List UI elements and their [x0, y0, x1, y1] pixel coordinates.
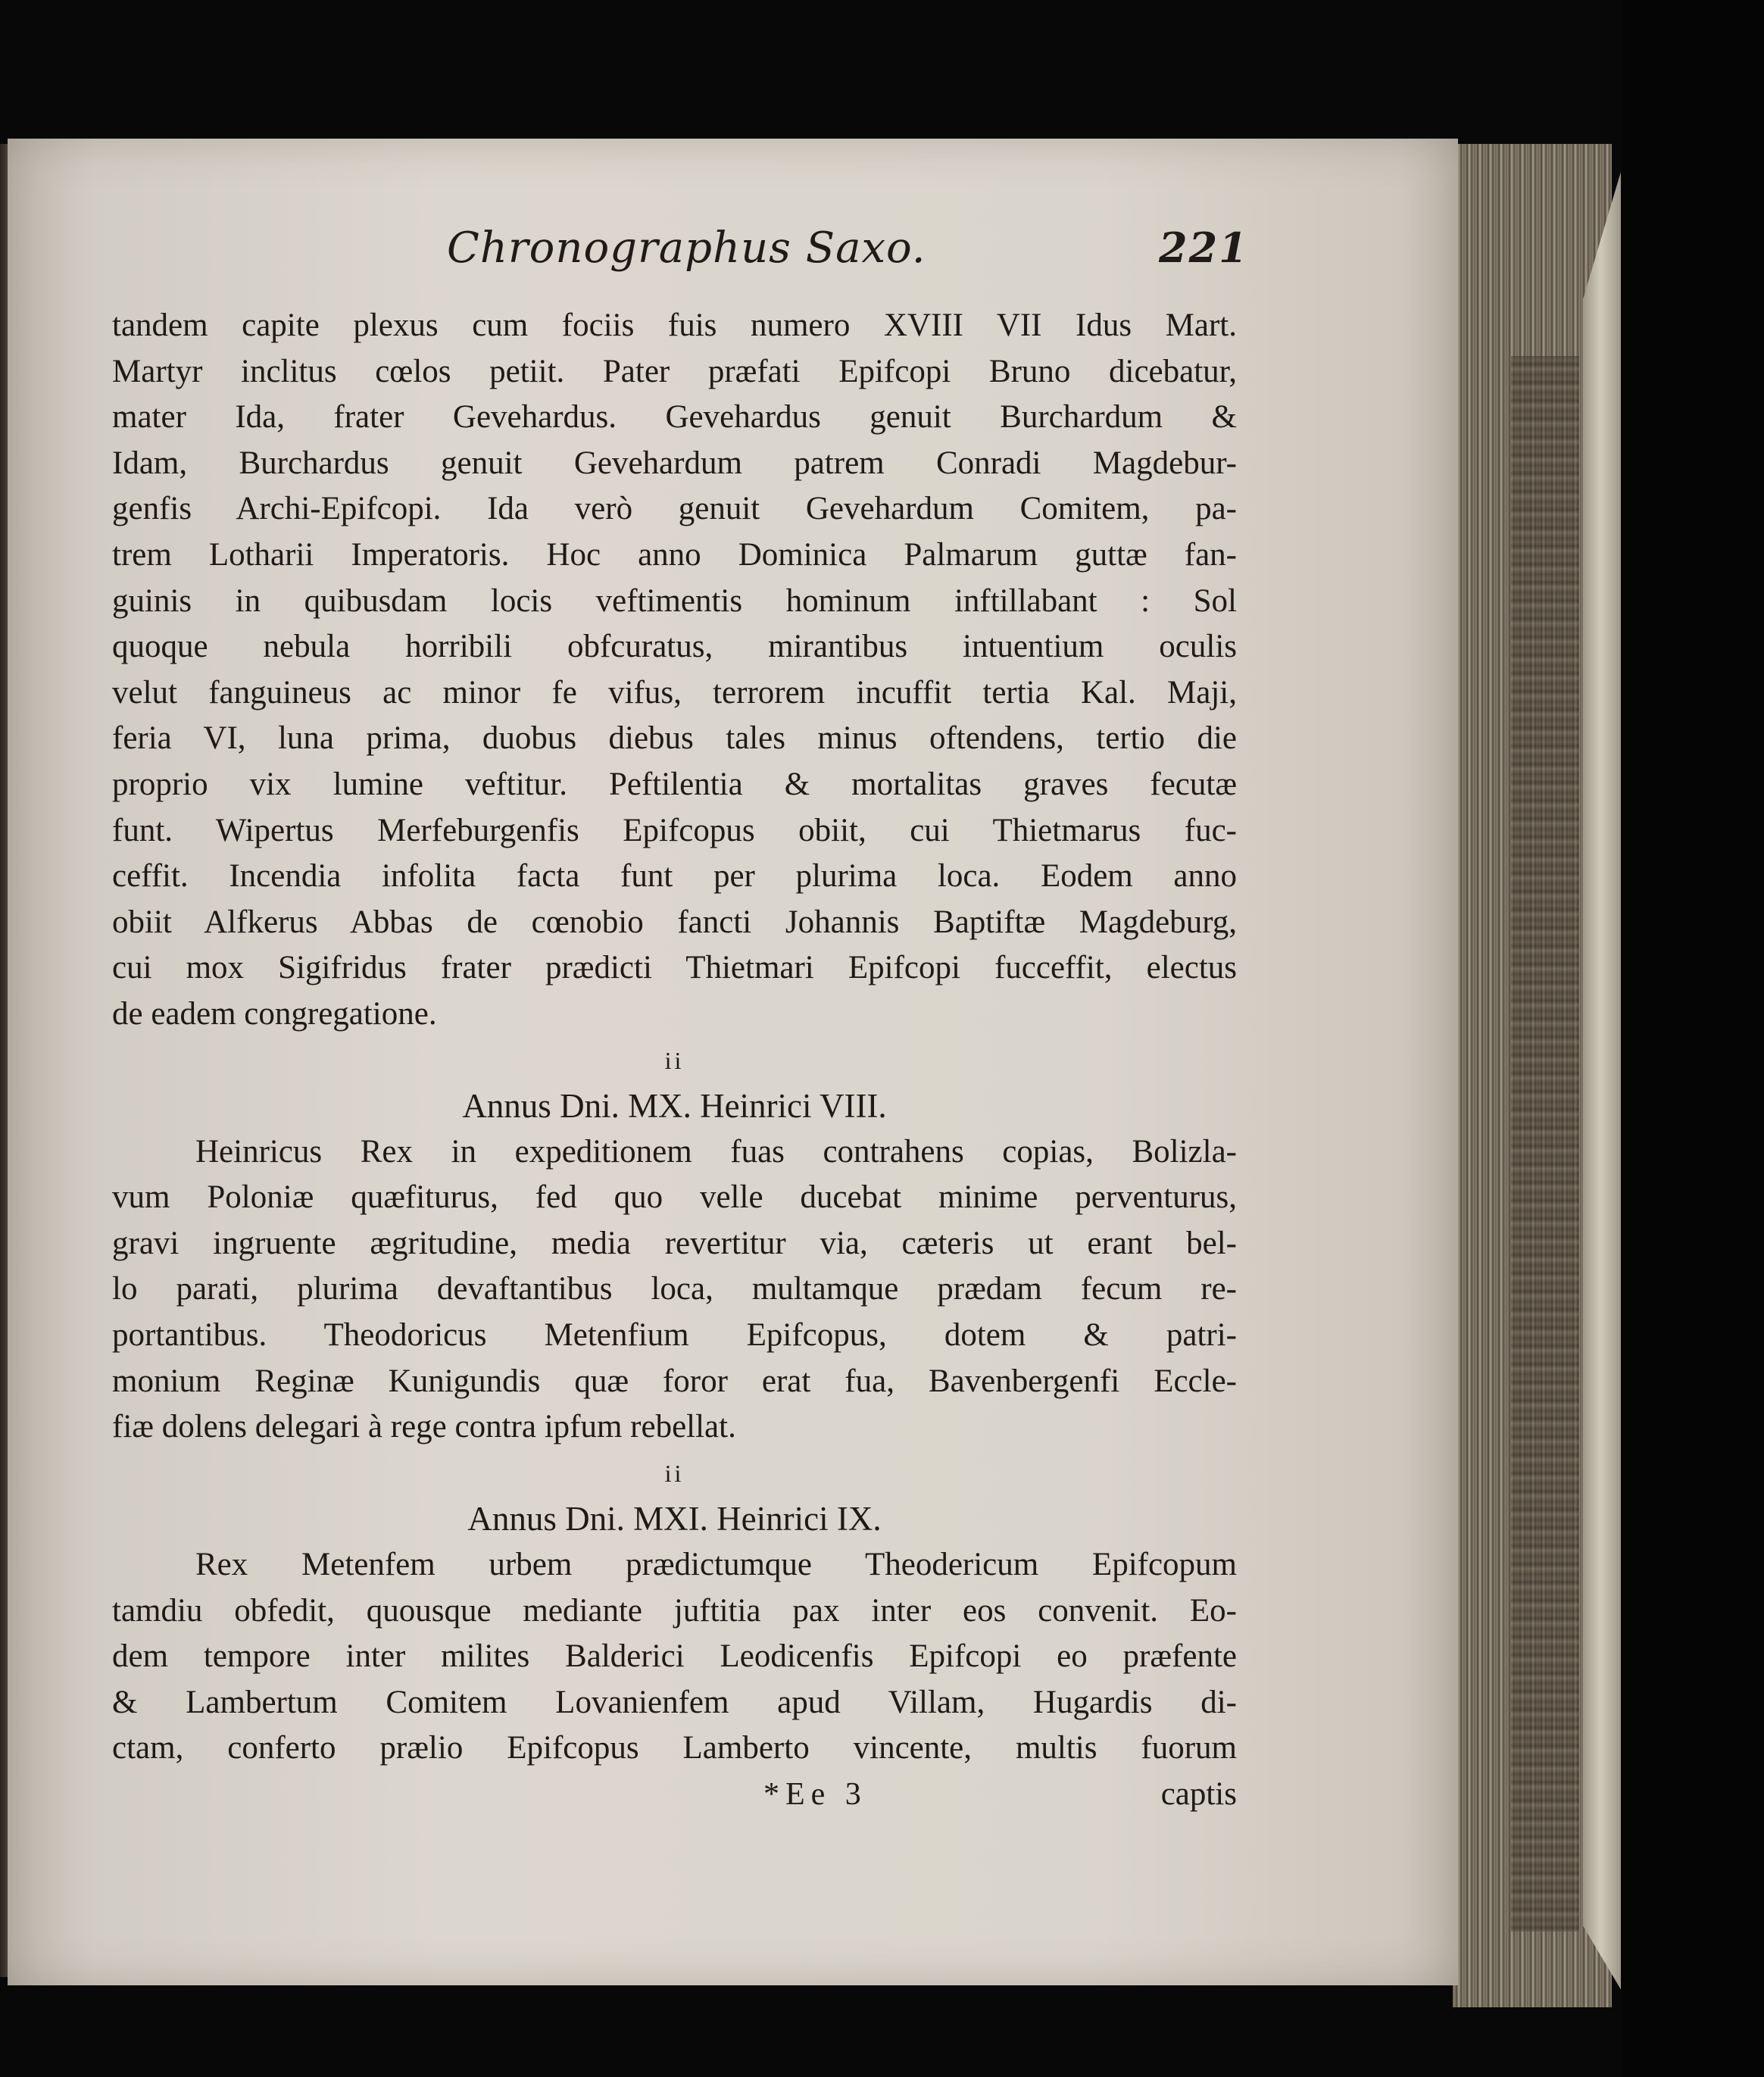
text-line: velut fanguineus ac minor fe vifus, terrorem incuffit tertia Kal. Maji, [112, 674, 1237, 711]
section-mark: ii [664, 1046, 685, 1074]
text-line: fiæ dolens delegari à rege contra ipfum rebellat. [112, 1409, 736, 1445]
text-line: obiit Alfkerus Abbas de cœnobio fancti Johannis Baptiftæ Magdeburg, [112, 904, 1237, 940]
text-line: ctam, conferto prælio Epifcopus Lamberto vincente, multis fuorum [112, 1730, 1237, 1766]
text-line: mater Ida, frater Gevehardus. Gevehardus genuit Burchardum & [112, 399, 1237, 436]
text-line: cui mox Sigifridus frater prædicti Thietmari Epifcopi fucceffit, electus [112, 950, 1237, 986]
text-line: trem Lotharii Imperatoris. Hoc anno Dominica Palmarum guttæ fan- [112, 536, 1237, 573]
text-line: Idam, Burchardus genuit Gevehardum patrem Conradi Magdebur- [112, 445, 1237, 481]
text-line: dem tempore inter milites Balderici Leodicenfis Epifcopi eo præfente [112, 1638, 1237, 1675]
text-line: & Lambertum Comitem Lovanienfem apud Villam, Hugardis di- [112, 1684, 1237, 1720]
footer-line [112, 1772, 1237, 1818]
text-line: portantibus. Theodoricus Metenfium Epifcopus, dotem & patri- [112, 1317, 1237, 1354]
text-line: gravi ingruente ægritudine, media revertitur via, cæteris ut erant bel- [112, 1225, 1237, 1261]
section-mark: ii [664, 1459, 685, 1487]
text-line: tamdiu obfedit, quousque mediante juftitia pax inter eos convenit. Eo- [112, 1592, 1237, 1629]
text-line: guinis in quibusdam locis veftimentis hominum inftillabant : Sol [112, 582, 1237, 619]
background-dark [1621, 0, 1764, 2077]
text-line: vum Poloniæ quæfiturus, fed quo velle ducebat minime perventurus, [112, 1179, 1237, 1216]
text-line: ceffit. Incendia infolita facta funt per plurima loca. Eodem anno [112, 858, 1237, 895]
text-line: feria VI, luna prima, duobus diebus tales minus oftendens, tertio die [112, 720, 1237, 757]
text-line: de eadem congregatione. [112, 995, 437, 1032]
text-line: monium Reginæ Kunigundis quæ foror erat fua, Bavenbergenfi Eccle- [112, 1363, 1237, 1399]
text-line: proprio vix lumine veftitur. Peftilentia & mortalitas graves fecutæ [112, 766, 1237, 802]
text-line: lo parati, plurima devaftantibus loca, multamque prædam fecum re- [112, 1271, 1237, 1307]
text-line: tandem capite plexus cum fociis fuis numero XVIII VII Idus Mart. [112, 308, 1237, 343]
page-edge-shadow [1511, 356, 1579, 1932]
catchword: captis [1160, 1776, 1237, 1812]
page-number: 221 [1159, 223, 1249, 272]
text-line: genfis Archi-Epifcopi. Ida verò genuit Gevehardum Comitem, pa- [112, 491, 1237, 527]
text-line: quoque nebula horribili obfcuratus, mirantibus intuentium oculis [112, 629, 1237, 665]
text-line: Martyr inclitus cœlos petiit. Pater præfati Epifcopi Bruno dicebatur, [112, 353, 1237, 389]
text-line: Heinricus Rex in expeditionem fuas contrahens copias, Bolizla- [195, 1133, 1237, 1170]
signature-mark: *Ee 3 [763, 1777, 867, 1812]
running-title: Chronographus Saxo. [447, 223, 926, 273]
year-heading: Annus Dni. MX. Heinrici VIII. [462, 1087, 887, 1126]
text-block [112, 303, 1237, 1818]
text-line: funt. Wipertus Merfeburgenfis Epifcopus obiit, cui Thietmarus fuc- [112, 812, 1237, 848]
year-heading: Annus Dni. MXI. Heinrici IX. [467, 1500, 882, 1538]
text-line: Rex Metenfem urbem prædictumque Theodericum Epifcopum [195, 1547, 1237, 1583]
